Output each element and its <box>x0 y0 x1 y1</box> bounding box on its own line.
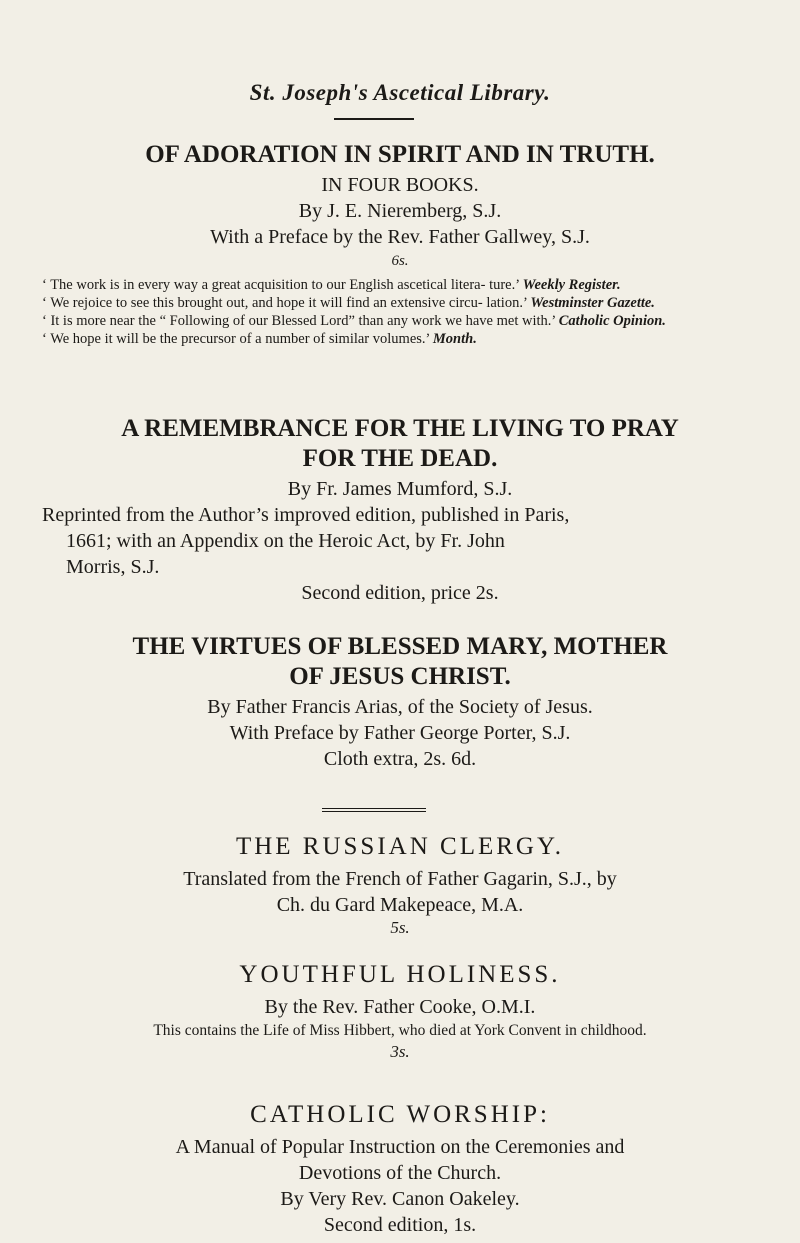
book-note-line3: Morris, S.J. <box>66 556 160 578</box>
book-translation: Translated from the French of Father Gagarin, S.J., by <box>183 868 617 890</box>
book-title-line2: OF JESUS CHRIST. <box>289 663 511 690</box>
book-title: OF ADORATION IN SPIRIT AND IN TRUTH. <box>145 141 655 168</box>
review-item <box>42 294 758 312</box>
review-text: ‘ We hope it will be the precursor of a number of similar volumes.’ <box>42 331 430 347</box>
book-title-line1: THE VIRTUES OF BLESSED MARY, MOTHER <box>132 633 668 660</box>
book-author: By Fr. James Mumford, S.J. <box>287 478 513 500</box>
library-title: St. Joseph's Ascetical Library. <box>249 80 551 105</box>
book-author: By Father Francis Arias, of the Society of Jesus. <box>207 696 593 718</box>
review-item <box>42 312 758 330</box>
book-entry-youthful-holiness <box>42 960 758 1062</box>
review-text: ‘ The work is in every way a great acquisition to our English ascetical litera- ture.’ <box>42 277 519 293</box>
review-text: ‘ We rejoice to see this brought out, and hope it will find an extensive circu- lation.’ <box>42 295 527 311</box>
book-entry-catholic-worship <box>42 1100 758 1238</box>
book-title-line2: FOR THE DEAD. <box>302 445 498 472</box>
book-subtitle: IN FOUR BOOKS. <box>321 174 479 196</box>
book-translator: Ch. du Gard Makepeace, M.A. <box>276 894 524 916</box>
book-preface: With a Preface by the Rev. Father Gallwey, S.J. <box>210 226 590 248</box>
book-author: By the Rev. Father Cooke, O.M.I. <box>264 996 536 1018</box>
book-price: 3s. <box>390 1042 410 1061</box>
book-price: Cloth extra, 2s. 6d. <box>323 748 477 770</box>
book-note-line1: Reprinted from the Author’s improved edition, published in Paris, <box>42 504 570 526</box>
book-entry-virtues <box>42 632 758 772</box>
book-edition: Second edition, 1s. <box>323 1214 477 1236</box>
review-source: Catholic Opinion. <box>558 313 666 329</box>
review-text: ‘ It is more near the “ Following of our Blessed Lord” than any work we have met with.’ <box>42 313 556 329</box>
book-edition: Second edition, price 2s. <box>301 582 499 604</box>
review-source: Weekly Register. <box>522 277 621 293</box>
review-item <box>42 330 758 348</box>
book-note <box>42 502 758 580</box>
book-entry-adoration <box>42 140 758 348</box>
book-desc-line2: Devotions of the Church. <box>298 1162 502 1184</box>
book-author: By Very Rev. Canon Oakeley. <box>280 1188 520 1210</box>
book-entry-russian-clergy <box>42 832 758 938</box>
book-price: 6s. <box>391 253 409 269</box>
review-source: Month. <box>432 331 477 347</box>
review-source: Westminster Gazette. <box>530 295 655 311</box>
book-desc-line1: A Manual of Popular Instruction on the Ceremonies and <box>175 1136 625 1158</box>
book-note-line2: 1661; with an Appendix on the Heroic Act, by Fr. John <box>66 530 505 552</box>
section-divider <box>322 808 426 809</box>
book-preface: With Preface by Father George Porter, S.J. <box>229 722 571 744</box>
review-item <box>42 276 758 294</box>
book-note: This contains the Life of Miss Hibbert, who died at York Convent in childhood. <box>153 1022 647 1039</box>
book-price: 5s. <box>390 918 410 937</box>
header-rule <box>334 118 414 120</box>
book-title: THE RUSSIAN CLERGY. <box>235 833 565 860</box>
book-title: CATHOLIC WORSHIP: <box>250 1101 550 1128</box>
review-list <box>42 276 758 348</box>
book-entry-remembrance <box>42 414 758 606</box>
book-author: By J. E. Nieremberg, S.J. <box>298 200 502 222</box>
book-title-line1: A REMEMBRANCE FOR THE LIVING TO PRAY <box>121 415 679 442</box>
book-title: YOUTHFUL HOLINESS. <box>239 961 561 988</box>
section-divider <box>322 811 426 812</box>
